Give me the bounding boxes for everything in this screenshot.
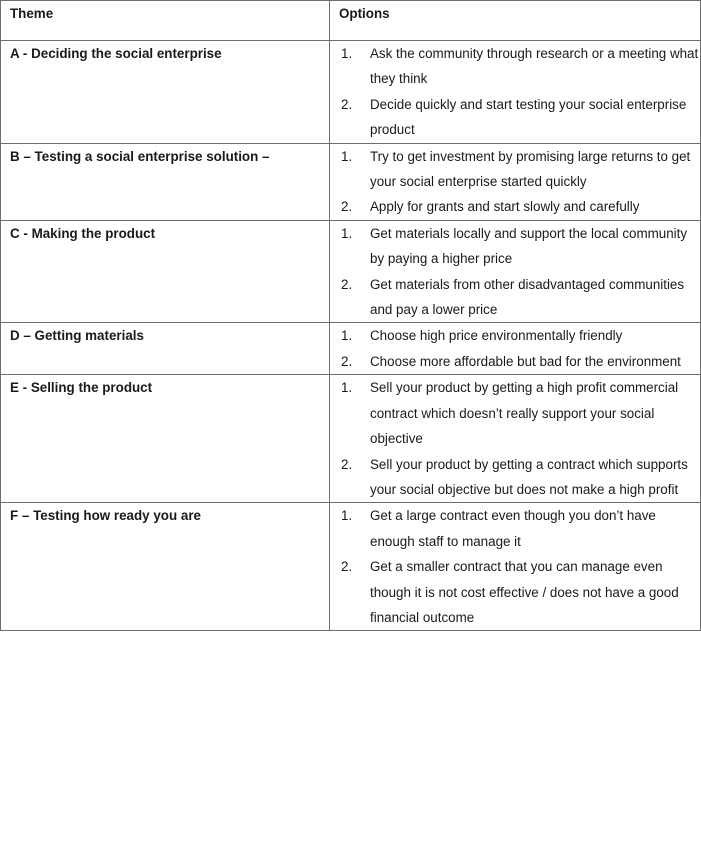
option-number: 2. [341, 199, 353, 215]
option-item [330, 375, 700, 451]
option-text: Choose high price environmentally friendly [370, 328, 623, 344]
options-cell [330, 143, 701, 220]
option-item [330, 452, 700, 503]
option-item [330, 92, 700, 143]
option-item [330, 221, 700, 272]
table-row [1, 220, 701, 323]
option-item [330, 323, 700, 348]
option-text: Choose more affordable but bad for the environment [370, 353, 681, 369]
option-item [330, 503, 700, 554]
header-row [1, 1, 701, 41]
options-cell [330, 41, 701, 144]
options-header: Options [330, 1, 701, 41]
theme-cell: A - Deciding the social enterprise [1, 41, 330, 144]
option-number: 2. [341, 353, 353, 369]
options-list [330, 41, 700, 143]
options-list [330, 221, 700, 323]
options-list [330, 144, 700, 220]
option-number: 1. [341, 380, 353, 396]
table-row [1, 143, 701, 220]
option-text: Ask the community through research or a meeting what they think [370, 46, 699, 87]
option-text: Get materials locally and support the local community by paying a higher price [370, 225, 688, 267]
options-cell [330, 503, 701, 631]
table-row [1, 375, 701, 503]
theme-cell: D – Getting materials [1, 323, 330, 375]
option-item [330, 144, 700, 195]
option-text: Apply for grants and start slowly and carefully [370, 199, 640, 215]
option-text: Sell your product by getting a contract which supports your social objective but does not make a high profit [370, 456, 688, 497]
option-item [330, 41, 700, 92]
table-row [1, 503, 701, 631]
option-number: 1. [341, 225, 353, 241]
theme-cell: F – Testing how ready you are [1, 503, 330, 631]
option-number: 1. [341, 46, 353, 61]
options-list [330, 375, 700, 502]
option-number: 1. [341, 328, 353, 344]
option-text: Get materials from other disadvantaged communities and pay a lower price [370, 276, 685, 318]
theme-header: Theme [1, 1, 330, 41]
option-item [330, 272, 700, 323]
options-list [330, 323, 700, 374]
option-text: Try to get investment by promising large returns to get your social enterprise started quickly [370, 148, 691, 190]
options-cell [330, 220, 701, 323]
theme-cell: E - Selling the product [1, 375, 330, 503]
options-cell [330, 323, 701, 375]
option-number: 1. [341, 148, 353, 164]
option-number: 2. [341, 276, 353, 292]
option-item [330, 194, 700, 219]
option-number: 2. [341, 96, 353, 112]
option-text: Get a large contract even though you don’t have enough staff to manage it [370, 508, 656, 549]
options-list [330, 503, 700, 630]
table-row [1, 323, 701, 375]
option-number: 2. [341, 559, 353, 575]
option-text: Get a smaller contract that you can manage even though it is not cost effective / does not have a good financial outcome [370, 559, 679, 625]
option-text: Sell your product by getting a high profit commercial contract which doesn’t really support your social objective [370, 380, 679, 447]
option-number: 1. [341, 508, 353, 524]
option-item [330, 349, 700, 374]
theme-cell: C - Making the product [1, 220, 330, 323]
option-text: Decide quickly and start testing your social enterprise product [370, 96, 687, 138]
option-item [330, 554, 700, 630]
option-number: 2. [341, 456, 353, 472]
options-cell [330, 375, 701, 503]
theme-cell: B – Testing a social enterprise solution – [1, 143, 330, 220]
table-row [1, 41, 701, 144]
